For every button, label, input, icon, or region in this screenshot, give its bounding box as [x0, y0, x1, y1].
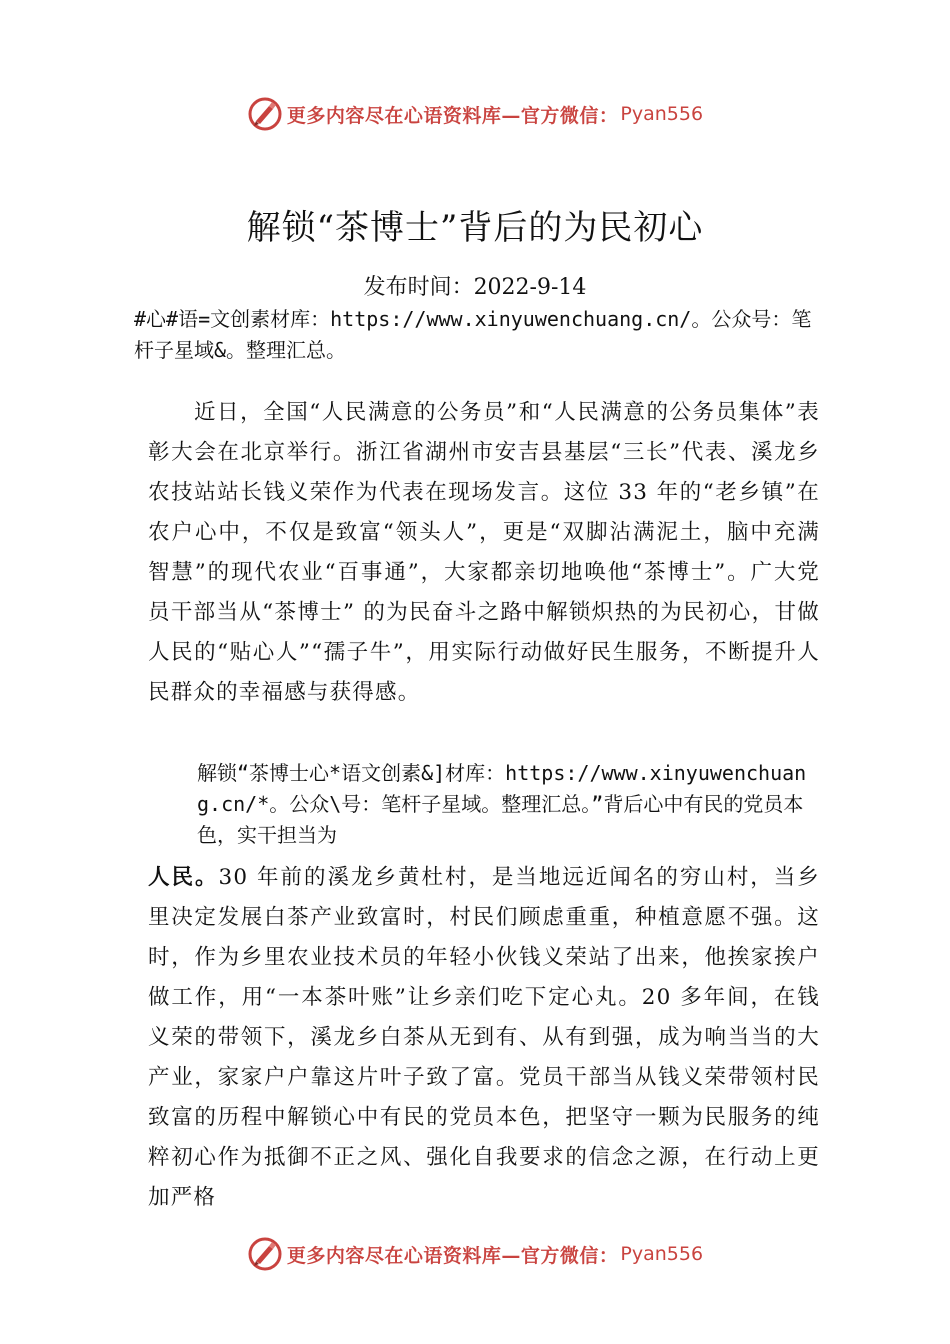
banner-text: 更多内容尽在心语资料库—官方微信：: [286, 1244, 619, 1267]
body-paragraph: [148, 858, 820, 1218]
paragraph-lead: 人民。: [148, 865, 219, 890]
banner-text: 更多内容尽在心语资料库—官方微信：: [286, 104, 619, 127]
source-note-inline: 解锁“茶博士心*语文创素&]材库：https://www.xinyuwenchuang.cn/*。公众\号：笔杆子星域。整理汇总。”背后心中有民的党员本色，实干担当为: [197, 761, 807, 847]
paragraph-text: 30 年前的溪龙乡黄杜村，是当地远近闻名的穷山村，当乡里决定发展白茶产业致富时，村民们顾虑重重，种植意愿不强。这时，作为乡里农业技术员的年轻小伙钱义荣站了出来，他挨家挨户做工作，用“一本茶叶账”让乡亲们吃下定心丸。20 多年间，在钱义荣的带领下，溪龙乡白茶从无到有、从有到强，成为响当当的大产业，家家户户靠这片叶子致了富。党员干部当从钱义荣带领村民致富的历程中解锁心中有民的党员本色，把坚守一颗为民服务的纯粹初心作为抵御不正之风、强化自我要求的信念之源，在行动上更加严格: [148, 865, 820, 1210]
banner-wechat-id: Pyan556: [620, 103, 704, 125]
pen-logo-icon: [247, 96, 283, 132]
publish-date: 发布时间：2022-9-14: [363, 275, 587, 300]
body-paragraph: 近日，全国“人民满意的公务员”和“人民满意的公务员集体”表彰大会在北京举行。浙江省湖州市安吉县基层“三长”代表、溪龙乡农技站站长钱义荣作为代表在现场发言。这位 33 年的“老乡镇”在农户心中，不仅是致富“领头人”，更是“双脚沾满泥土，脑中充满智慧”的现代农业“百事通”，大家都亲切地唤他“茶博士”。广大党员干部当从“茶博士” 的为民奋斗之路中解锁炽热的为民初心，甘做人民的“贴心人”“孺子牛”，用实际行动做好民生服务，不断提升人民群众的幸福感与获得感。: [148, 400, 820, 705]
header-banner: [0, 94, 950, 134]
source-note: #心#语=文创素材库：https://www.xinyuwenchuang.cn/。公众号：笔杆子星域&。整理汇总。: [134, 307, 812, 362]
pen-logo-icon: [247, 1236, 283, 1272]
banner-wechat-id: Pyan556: [620, 1243, 704, 1265]
footer-banner: [0, 1234, 950, 1274]
page-title: 解锁“茶博士”背后的为民初心: [246, 208, 704, 248]
